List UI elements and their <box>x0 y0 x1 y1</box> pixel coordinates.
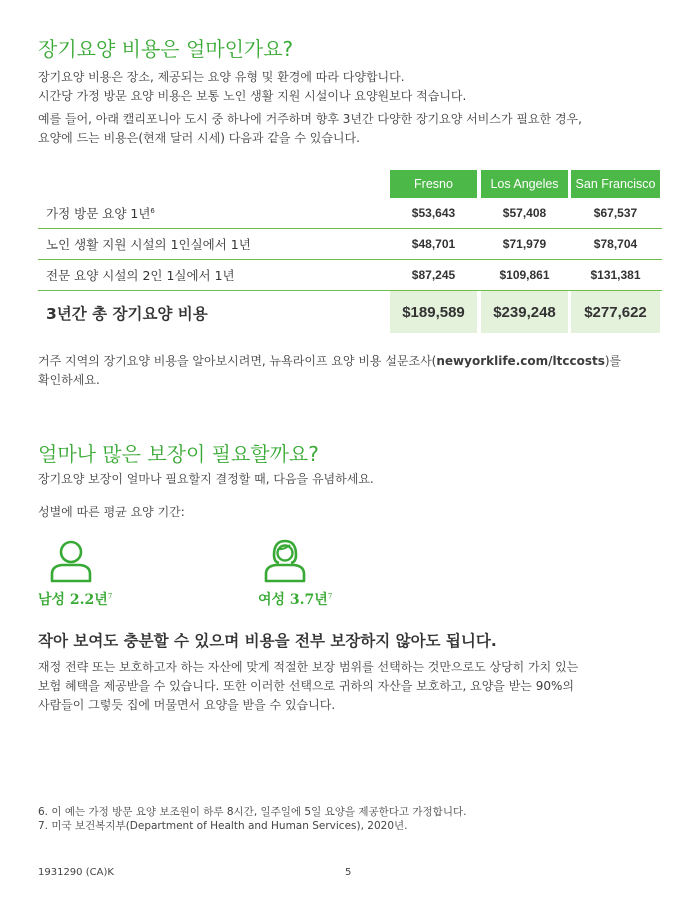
total-cell: $189,589 <box>390 291 477 333</box>
column-header-fresno: Fresno <box>390 170 477 198</box>
female-duration: 여성 3.7년$^7$ <box>258 592 333 608</box>
female-person-icon <box>262 538 308 584</box>
section-title-cost: 장기요양 비용은 얼마인가요? <box>38 37 294 61</box>
paragraph-line: 장기요양 비용은 장소, 제공되는 요양 유형 및 환경에 따라 다양합니다. <box>38 70 405 84</box>
table-total-row <box>38 291 662 333</box>
table-cell: $109,861 <box>499 268 550 282</box>
table-cell: $48,701 <box>411 237 456 251</box>
footnotes <box>38 805 466 833</box>
paragraph-example <box>38 110 582 148</box>
table-cell: $87,245 <box>411 268 456 282</box>
sufficient-paragraph <box>38 658 578 715</box>
total-cell: $277,622 <box>571 291 660 333</box>
footnote-7: 7. 미국 보건복지부(Department of Health and Human Services), 2020년. <box>38 820 408 832</box>
paragraph-line: 재정 전략 또는 보호하고자 하는 자산에 맞게 적절한 보장 범위를 선택하는 것만으로도 상당히 가치 있는 <box>38 660 579 674</box>
row-label: 노인 생활 지원 시설의 1인실에서 1년 <box>46 237 251 252</box>
coverage-intro: 장기요양 보장이 얼마나 필요할지 결정할 때, 다음을 유념하세요. <box>38 472 374 486</box>
paragraph-line: 요양에 드는 비용은(현재 달러 시세) 다음과 같을 수 있습니다. <box>38 131 360 145</box>
row-label: 가정 방문 요양 1년$^6$ <box>46 206 155 221</box>
survey-note <box>38 352 621 390</box>
cost-table <box>38 170 662 333</box>
paragraph-line: 예를 들어, 아래 캘리포니아 도시 중 하나에 거주하며 향후 3년간 다양한 장기요양 서비스가 필요한 경우, <box>38 112 582 126</box>
male-person-icon <box>48 538 94 584</box>
section-heading-sufficient: 작아 보여도 충분할 수 있으며 비용을 전부 보장하지 않아도 됩니다. <box>38 632 497 650</box>
page-number: 5 <box>345 867 352 878</box>
section-title-coverage: 얼마나 많은 보장이 필요할까요? <box>38 442 319 466</box>
survey-link[interactable]: newyorklife.com/ltccosts <box>436 354 605 368</box>
table-cell: $57,408 <box>502 206 547 220</box>
total-label: 3년간 총 장기요양 비용 <box>46 305 208 323</box>
footnote-6: 6. 이 예는 가정 방문 요양 보조원이 하루 8시간, 일주일에 5일 요양을 제공한다고 가정합니다. <box>38 806 467 818</box>
table-cell: $131,381 <box>590 268 641 282</box>
table-row <box>38 229 662 260</box>
paragraph-line: 사람들이 그렇듯 집에 머물면서 요양을 받을 수 있습니다. <box>38 698 336 712</box>
table-cell: $67,537 <box>593 206 638 220</box>
survey-note-line: 거주 지역의 장기요양 비용을 알아보시려면, 뉴욕라이프 요양 비용 설문조사(newyorklife.com/ltccosts)를 <box>38 354 622 368</box>
table-row <box>38 260 662 291</box>
paragraph-cost-intro <box>38 68 466 106</box>
table-cell: $71,979 <box>502 237 547 251</box>
column-header-san-francisco: San Francisco <box>571 170 660 198</box>
table-cell: $53,643 <box>411 206 456 220</box>
total-cell: $239,248 <box>481 291 568 333</box>
table-row <box>38 198 662 229</box>
table-cell: $78,704 <box>593 237 638 251</box>
coverage-subtitle: 성별에 따른 평균 요양 기간: <box>38 505 185 519</box>
male-duration: 남성 2.2년$^7$ <box>38 592 113 608</box>
paragraph-line: 보험 혜택을 제공받을 수 있습니다. 또한 이러한 선택으로 귀하의 자산을 보호하고, 요양을 받는 90%의 <box>38 679 574 693</box>
survey-note-line: 확인하세요. <box>38 373 100 387</box>
table-header-row <box>38 170 662 198</box>
row-label: 전문 요양 시설의 2인 1실에서 1년 <box>46 268 235 283</box>
paragraph-line: 시간당 가정 방문 요양 비용은 보통 노인 생활 지원 시설이나 요양원보다 적습니다. <box>38 89 467 103</box>
document-code: 1931290 (CA)K <box>38 867 114 878</box>
column-header-los-angeles: Los Angeles <box>481 170 568 198</box>
